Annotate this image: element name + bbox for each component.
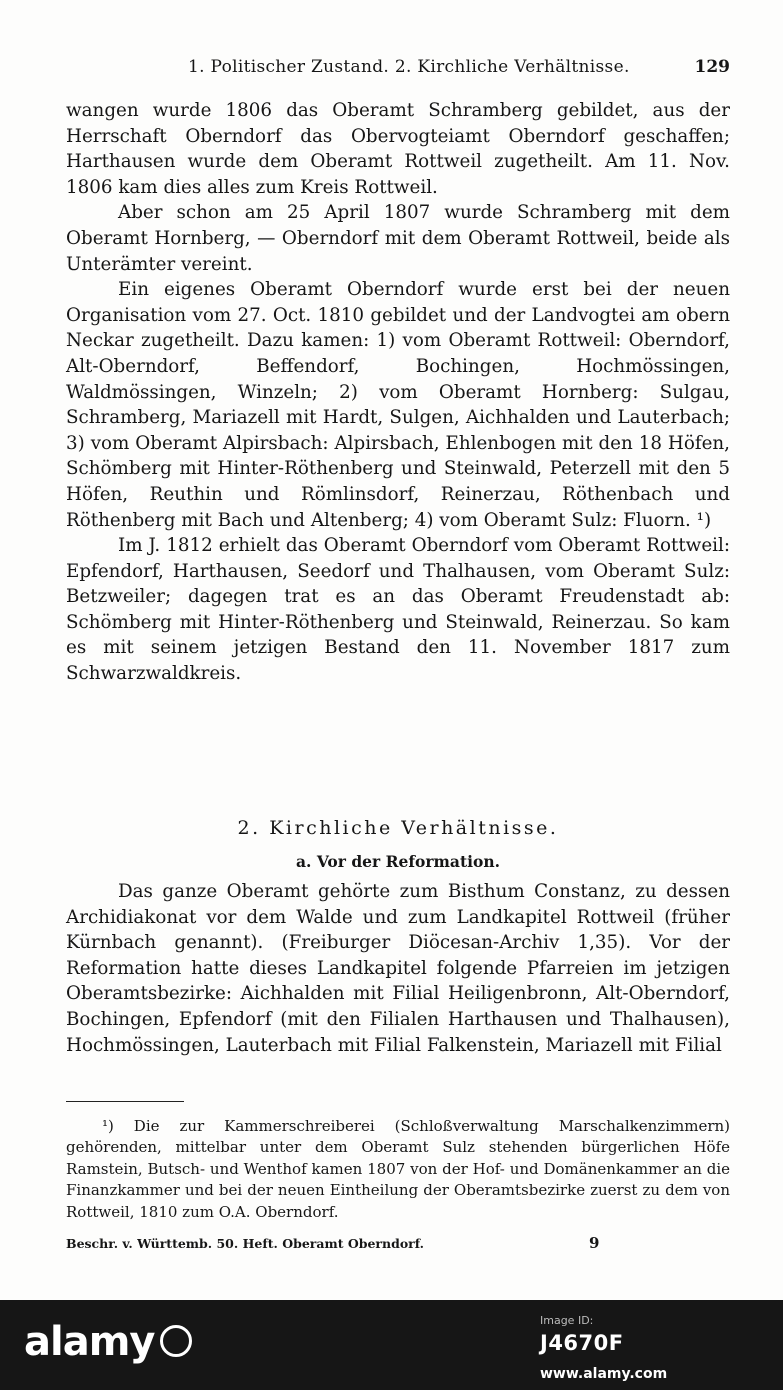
brand-logo	[24, 1319, 192, 1365]
section-text	[66, 879, 730, 1058]
page-header	[66, 57, 730, 87]
image-id-label: Image ID:	[540, 1314, 594, 1327]
brand-name: alamy	[24, 1319, 155, 1365]
paragraph-4: Im J. 1812 erhielt das Oberamt Oberndorf vom Oberamt Rottweil: Epfendorf, Harthausen, Seedorf und Thalhausen, vom Oberamt Sulz: Betzweiler; dagegen trat es an das Oberamt Freudenstadt ab: Schömberg mit Hinter-Röthenberg und Steinwald, Reinerzau. So kam es mit seinem jetzigen Bestand den 11. November 1817 zum Schwarzwaldkreis.	[66, 535, 730, 685]
paragraph-1: wangen wurde 1806 das Oberamt Schramberg gebildet, aus der Herrschaft Oberndorf das Obervogteiamt Oberndorf geschaffen; Harthausen wurde dem Oberamt Rottweil zugetheilt. Am 11. Nov. 1806 kam dies alles zum Kreis Rottweil.	[66, 100, 730, 198]
footnote-rule	[66, 1101, 184, 1102]
image-id-value: J4670F	[540, 1331, 624, 1355]
footnote-text: ¹) Die zur Kammerschreiberei (Schloßverwaltung Marschalkenzimmern) gehörenden, mittelbar unter dem Oberamt Sulz stehenden bürgerlichen Höfe Ramstein, Butsch- und Wenthof kamen 1807 von der Hof- und Domänenkammer an die Finanzkammer und bei der neuen Eintheilung der Oberamtsbezirke zuerst zu dem von Rottweil, 1810 zum O.A. Oberndorf.	[66, 1117, 730, 1221]
footnote	[66, 1116, 730, 1223]
main-text	[66, 98, 730, 687]
running-title: 1. Politischer Zustand. 2. Kirchliche Verhältnisse.	[188, 57, 630, 77]
page-footer	[66, 1236, 730, 1258]
subsection-title: a. Vor der Reformation.	[295, 852, 500, 871]
signature-mark: 9	[589, 1234, 600, 1252]
paragraph-3: Ein eigenes Oberamt Oberndorf wurde erst bei der neuen Organisation vom 27. Oct. 1810 gebildet und der Landvogtei am obern Neckar zugetheilt. Dazu kamen: 1) vom Oberamt Rottweil: Oberndorf, Alt-Oberndorf, Beffendorf, Bochingen, Hochmössingen, Waldmössingen, Winzeln; 2) vom Oberamt Hornberg: Sulgau, Schramberg, Mariazell mit Hardt, Sulgen, Aichhalden und Lauterbach; 3) vom Oberamt Alpirsbach: Alpirsbach, Ehlenbogen mit den 18 Höfen, Schömberg mit Hinter-Röthenberg und Steinwald, Peterzell mit den 5 Höfen, Reuthin und Römlinsdorf, Reinerzau, Röthenbach und Röthenberg mit Bach und Altenberg; 4) vom Oberamt Sulz: Fluorn. ¹)	[66, 279, 730, 531]
image-id-block	[540, 1314, 624, 1355]
logo-ring-icon	[160, 1325, 192, 1357]
footer-imprint: Beschr. v. Württemb. 50. Heft. Oberamt Oberndorf.	[66, 1236, 425, 1251]
brand-url: www.alamy.com	[540, 1366, 668, 1382]
section-title: 2. Kirchliche Verhältnisse.	[237, 817, 559, 839]
page-number: 129	[694, 57, 730, 77]
paragraph-2: Aber schon am 25 April 1807 wurde Schramberg mit dem Oberamt Hornberg, — Oberndorf mit dem Oberamt Rottweil, beide als Unterämter vereint.	[66, 202, 730, 275]
section-paragraph: Das ganze Oberamt gehörte zum Bisthum Constanz, zu dessen Archidiakonat vor dem Walde und zum Landkapitel Rottweil (früher Kürnbach genannt). (Freiburger Diöcesan-Archiv 1,35). Vor der Reformation hatte dieses Landkapitel folgende Pfarreien im jetzigen Oberamtsbezirke: Aichhalden mit Filial Heiligenbronn, Alt-Oberndorf, Bochingen, Epfendorf (mit den Filialen Harthausen und Thalhausen), Hochmössingen, Lauterbach mit Filial Falkenstein, Mariazell mit Filial	[66, 881, 730, 1056]
